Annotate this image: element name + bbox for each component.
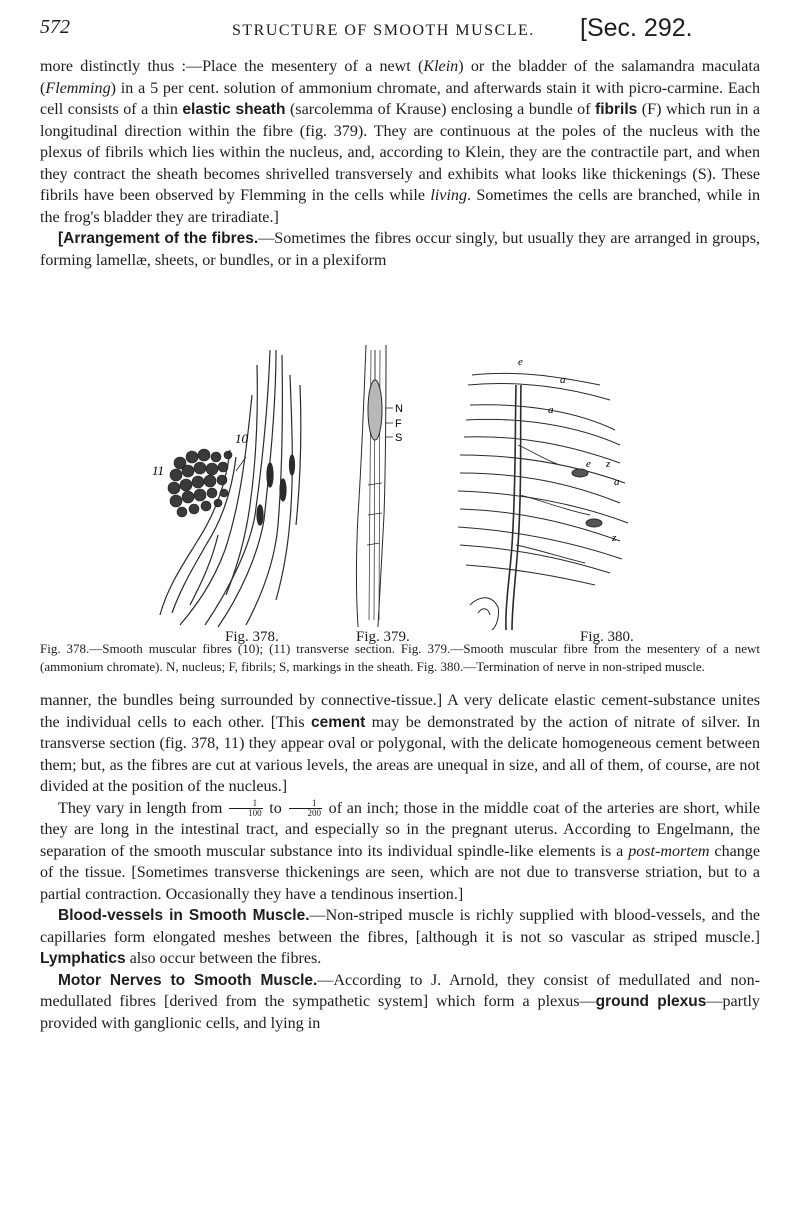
term-lymphatics: Lymphatics	[40, 950, 126, 967]
mark-e2: e	[586, 458, 591, 470]
page-header	[40, 8, 760, 50]
nucleus-d	[290, 455, 295, 475]
paragraph-motor-nerves	[40, 970, 760, 1035]
nucleus-n	[368, 380, 382, 440]
text-flemming: Flemming	[45, 79, 111, 97]
mark-a3: a	[614, 476, 620, 488]
text-run: —According to J. Arnold, they consist of medullated and non-medullated fibres [derived from the sympathetic system] which form a plexus—	[40, 971, 760, 1010]
text-run: more distinctly thus :—Place the mesentery of a newt (	[40, 58, 424, 75]
nerve-branches	[516, 445, 590, 563]
fraction-denominator: 200	[307, 808, 321, 819]
top-paragraph	[40, 56, 760, 271]
text-run: change of the tissue. [Sometimes transverse thickenings are seen, which are not due to transverse striation, but to a partial contraction. Occasionally they have a tendinous insertion.]	[40, 842, 760, 903]
text-run: —Sometimes the fibres occur singly, but usually they are arranged in groups, forming lamellæ, sheets, or bundles, or in a plexiform	[40, 230, 761, 269]
text-run: —partly provided with ganglionic cells, and lying in	[40, 993, 760, 1032]
fig-379-drawing	[357, 345, 394, 627]
fiber-sheath-left	[357, 345, 367, 627]
paragraph-cement	[40, 690, 760, 798]
text-run: They vary in length from	[58, 799, 228, 817]
mark-n: N	[395, 403, 403, 415]
paragraph-blood-vessels	[40, 905, 760, 970]
term-cement: cement	[311, 713, 366, 731]
fiber-12	[466, 565, 595, 585]
text-living: living	[430, 187, 468, 204]
text-run: ) in a 5 per cent. solution of ammonium chromate, and afterwards stain it with picro-carmine. Each cell consists of a thin	[40, 79, 760, 118]
text-run: manner, the bundles being surrounded by connective-tissue.] A very delicate elastic cement-substance unites the individual cells to each other. [This	[40, 692, 760, 731]
fiber-6	[460, 455, 625, 483]
text-run: may be demonstrated by the action of nitrate of silver. In transverse section (fig. 378, 11) they appear oval or polygonal, with the delicate homogeneous cement between them; but, as the fibres are cut at various levels, the areas are unequal in size, and all of them, of course, are not divided at the position of the nucleus.]	[40, 713, 760, 795]
fraction-numerator: 1	[229, 799, 263, 809]
heading-arrangement: [Arrangement of the fibres.	[58, 230, 259, 247]
fraction-numerator: 1	[289, 799, 323, 809]
fiber-7	[460, 473, 620, 503]
fiber-5	[464, 437, 620, 463]
paragraph-arrangement	[40, 228, 760, 271]
nerve-loop	[470, 598, 499, 630]
mark-11: 11	[152, 463, 165, 478]
running-title: STRUCTURE OF SMOOTH MUSCLE.	[232, 22, 535, 39]
fraction-denominator: 100	[248, 808, 262, 819]
text-run: (sarcolemma of Krause) enclosing a bundle of	[285, 101, 596, 118]
heading-motor-nerves: Motor Nerves to Smooth Muscle.	[58, 971, 318, 989]
fiber-2	[468, 383, 610, 400]
fiber-4	[466, 419, 620, 445]
figures-illustration	[0, 345, 801, 630]
page-number: 572	[40, 16, 70, 38]
fiber-3	[470, 405, 615, 430]
paragraph-sheath	[40, 56, 760, 228]
caption-text: Fig. 378.—Smooth muscular fibres (10); (11) transverse section. Fig. 379.—Smooth muscular fibre from the mesentery of a newt (ammonium chromate). N, nucleus; F, fibrils; S, markings in the sheath. Fig. 380.—Termination of nerve in non-striped muscle.	[40, 641, 760, 674]
fiber-long-a	[205, 350, 270, 625]
heading-blood-vessels: Blood-vessels in Smooth Muscle.	[58, 907, 310, 924]
mark-a1: a	[560, 374, 566, 386]
text-post-mortem: post-mortem	[628, 842, 710, 860]
nucleus-e	[572, 469, 588, 477]
paragraph-length	[40, 798, 760, 906]
text-run: (F) which run in a longitudinal direction within the fibre (fig. 379). They are continuous at the poles of the nucleus with the plexus of fibrils which lies within the nucleus, and, according to Klein, they are the contractile part, and when they contract the sheath becomes shrivelled transversely and exhibits what looks like thickenings (S). These fibrils have been observed by Flemming in the cells while	[40, 101, 761, 204]
text-run: to	[264, 799, 287, 817]
nucleus-e2	[586, 519, 602, 527]
nucleus-c	[257, 505, 263, 525]
nucleus-b	[280, 479, 286, 501]
section-number: [Sec. 292.	[580, 14, 693, 42]
text-run: —Non-striped muscle is richly supplied with blood-vessels, and the capillaries form elongated meshes between the fibres, [although it is not so vascular as striped muscle.]	[40, 907, 761, 946]
text-klein: Klein	[423, 58, 459, 75]
fraction-1-100	[229, 799, 263, 818]
nerve-loop-inner	[478, 609, 490, 615]
figure-caption	[40, 640, 760, 675]
body-text	[40, 690, 760, 1034]
fig-380-drawing	[458, 373, 628, 630]
fig-378-label: Fig. 378.	[225, 629, 279, 645]
nucleus-a	[267, 463, 273, 487]
fiber-10	[458, 527, 622, 559]
text-run: . Sometimes the cells are branched, while in the frog's bladder they are triradiate.]	[40, 187, 760, 226]
fig-380-label: Fig. 380.	[580, 629, 634, 645]
term-fibrils: fibrils	[595, 101, 638, 118]
term-elastic-sheath: elastic sheath	[182, 101, 286, 118]
mark-e: e	[518, 356, 523, 368]
mark-a2: a	[548, 404, 554, 416]
mark-10: 10	[235, 431, 248, 446]
fiber-8	[458, 491, 628, 523]
fraction-1-200	[289, 799, 323, 818]
text-run: also occur between the fibres.	[125, 950, 322, 967]
fig-379-label: Fig. 379.	[356, 629, 410, 645]
term-ground-plexus: ground plexus	[595, 993, 707, 1010]
mark-z1: z	[606, 458, 611, 470]
fiber-long-g	[296, 385, 301, 525]
mark-s: S	[395, 432, 403, 444]
transverse-section-11	[168, 449, 232, 517]
mark-f: F	[395, 418, 402, 430]
mark-z2: z	[612, 532, 617, 544]
figures-block	[0, 345, 801, 645]
text-run: ) or the bladder of the salamandra maculata (	[40, 58, 760, 97]
text-run: of an inch; those in the middle coat of the arteries are short, while they are long in the intestinal tract, and especially so in the pregnant uterus. According to Engelmann, the separation of the smooth muscular substance into its individual spindle-like elements is a	[40, 799, 760, 860]
fig-378-drawing	[160, 350, 301, 627]
